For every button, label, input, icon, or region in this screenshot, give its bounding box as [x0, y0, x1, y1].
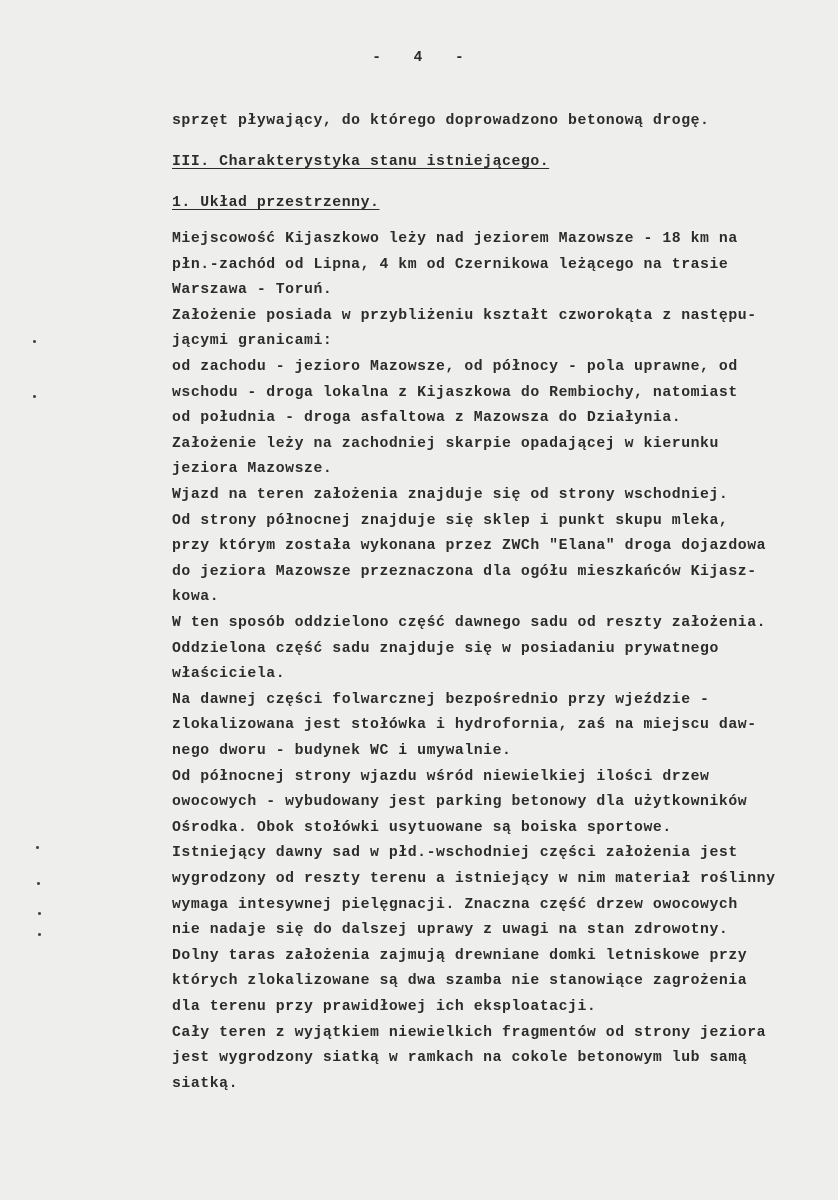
margin-mark [33, 340, 36, 343]
body-line: Dolny taras założenia zajmują drewniane domki letniskowe przy [172, 947, 748, 964]
margin-mark [37, 882, 40, 885]
body-line: których zlokalizowane są dwa szamba nie stanowiące zagrożenia [172, 973, 748, 990]
body-line: jest wygrodzony siatką w ramkach na cokole betonowym lub samą [172, 1050, 748, 1067]
body-line: zlokalizowana jest stołówka i hydrofornia, zaś na miejscu daw- [172, 717, 757, 734]
body-line: Istniejący dawny sad w płd.-wschodniej części założenia jest [172, 845, 738, 862]
body-line: właściciela. [172, 666, 286, 683]
body-line: Na dawnej części folwarcznej bezpośrednio przy wjeździe - [172, 691, 710, 708]
body-line: przy którym została wykonana przez ZWCh "Elana" droga dojazdowa [172, 538, 767, 555]
top-line: sprzęt pływający, do którego doprowadzono betonową drogę. [172, 113, 710, 129]
body-line: Założenie leży na zachodniej skarpie opadającej w kierunku [172, 435, 719, 452]
body-line: siatką. [172, 1075, 239, 1092]
body-line: jeziora Mazowsze. [172, 461, 333, 478]
body-line: od południa - droga asfaltowa z Mazowsza do Działynia. [172, 410, 682, 427]
section-heading: III. Charakterystyka stanu istniejącego. [172, 154, 550, 170]
body-line: nego dworu - budynek WC i umywalnie. [172, 743, 512, 759]
body-line: Ośrodka. Obok stołówki usytuowane są boiska sportowe. [172, 819, 672, 836]
body-line: Oddzielona część sadu znajduje się w posiadaniu prywatnego [172, 640, 719, 657]
body-line: Od północnej strony wjazdu wśród niewielkiej ilości drzew [172, 768, 710, 785]
margin-mark [38, 933, 41, 936]
subsection-heading: 1. Układ przestrzenny. [172, 195, 380, 211]
body-line: owocowych - wybudowany jest parking betonowy dla użytkowników [172, 794, 748, 811]
body-line: do jeziora Mazowsze przeznaczona dla ogółu mieszkańców Kijasz- [172, 563, 757, 580]
body-line: dla terenu przy prawidłowej ich eksploatacji. [172, 999, 597, 1015]
body-line: nie nadaje się do dalszej uprawy z uwagi na stan zdrowotny. [172, 922, 729, 939]
margin-mark [38, 912, 41, 915]
page-number: - 4 - [372, 50, 466, 66]
body-line: wschodu - droga lokalna z Kijaszkowa do Rembiochy, natomiast [172, 384, 738, 401]
body-line: Od strony północnej znajduje się sklep i punkt skupu mleka, [172, 512, 729, 529]
body-line: Miejscowość Kijaszkowo leży nad jeziorem Mazowsze - 18 km na [172, 231, 738, 247]
body-line: Cały teren z wyjątkiem niewielkich fragmentów od strony jeziora [172, 1024, 767, 1041]
body-line: Wjazd na teren założenia znajduje się od strony wschodniej. [172, 487, 729, 503]
body-line: od zachodu - jezioro Mazowsze, od północy - pola uprawne, od [172, 359, 738, 375]
body-line: Założenie posiada w przybliżeniu kształt czworokąta z następu- [172, 307, 757, 324]
body-line: W ten sposób oddzielono część dawnego sadu od reszty założenia. [172, 615, 767, 631]
body-line: wygrodzony od reszty terenu a istniejący w nim materiał roślinny [172, 871, 776, 887]
body-line: Warszawa - Toruń. [172, 282, 333, 299]
margin-mark [33, 395, 36, 398]
margin-mark [36, 846, 39, 849]
body-line: płn.-zachód od Lipna, 4 km od Czernikowa leżącego na trasie [172, 256, 729, 273]
body-line: wymaga intesywnej pielęgnacji. Znaczna część drzew owocowych [172, 896, 738, 913]
body-line: kowa. [172, 589, 220, 606]
body-line: jącymi granicami: [172, 333, 333, 350]
